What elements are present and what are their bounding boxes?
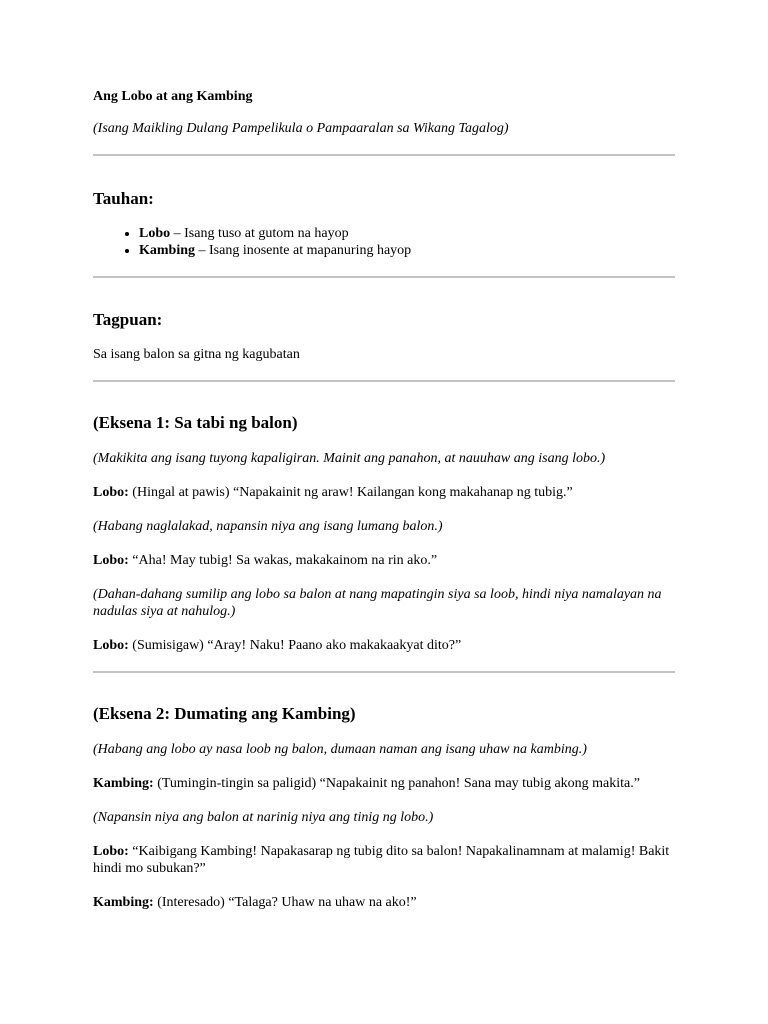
dialogue-line — [93, 484, 675, 501]
stage-direction: (Habang naglalakad, napansin niya ang isang lumang balon.) — [93, 519, 443, 534]
divider — [93, 671, 675, 673]
dialogue-text: (Interesado) “Talaga? Uhaw na uhaw na ako!” — [153, 895, 417, 910]
speaker-label: Lobo: — [93, 844, 129, 859]
list-item — [139, 225, 675, 242]
dialogue-text: (Hingal at pawis) “Napakainit ng araw! Kailangan kong makahanap ng tubig.” — [128, 485, 573, 500]
character-desc: – Isang tuso at gutom na hayop — [170, 226, 349, 241]
speaker-label: Kambing: — [93, 776, 154, 791]
speaker-label: Lobo: — [93, 485, 129, 500]
divider — [93, 154, 675, 156]
dialogue-line — [93, 552, 675, 569]
stage-direction: (Makikita ang isang tuyong kapaligiran. Mainit ang panahon, at nauuhaw ang isang lobo.) — [93, 451, 606, 466]
dialogue-text: “Aha! May tubig! Sa wakas, makakainom na rin ako.” — [128, 553, 438, 568]
document-subtitle: (Isang Maikling Dulang Pampelikula o Pampaaralan sa Wikang Tagalog) — [93, 121, 509, 136]
tagpuan-heading: Tagpuan: — [93, 310, 163, 329]
speaker-label: Kambing: — [93, 895, 154, 910]
character-name: Kambing — [139, 243, 196, 258]
dialogue-line — [93, 843, 675, 877]
stage-direction: (Napansin niya ang balon at narinig niya ang tinig ng lobo.) — [93, 810, 434, 825]
dialogue-text: (Sumisigaw) “Aray! Naku! Paano ako makakaakyat dito?” — [128, 638, 462, 653]
eksena2-heading: (Eksena 2: Dumating ang Kambing) — [93, 704, 356, 723]
dialogue-line — [93, 775, 675, 792]
document-title: Ang Lobo at ang Kambing — [93, 89, 253, 104]
divider — [93, 276, 675, 278]
dialogue-text: “Kaibigang Kambing! Napakasarap ng tubig dito sa balon! Napakalinamnam at malamig! Bakit hindi mo subukan?” — [93, 844, 670, 876]
list-item — [139, 242, 675, 259]
stage-direction: (Dahan-dahang sumilip ang lobo sa balon at nang mapatingin siya sa loob, hindi niya namalayan na nadulas siya at nahulog.) — [93, 587, 662, 619]
tauhan-list — [93, 225, 675, 259]
document-content — [93, 88, 675, 911]
divider — [93, 380, 675, 382]
dialogue-text: (Tumingin-tingin sa paligid) “Napakainit ng panahon! Sana may tubig akong makita.” — [153, 776, 640, 791]
tauhan-heading: Tauhan: — [93, 189, 154, 208]
speaker-label: Lobo: — [93, 638, 129, 653]
character-name: Lobo — [139, 226, 171, 241]
speaker-label: Lobo: — [93, 553, 129, 568]
stage-direction: (Habang ang lobo ay nasa loob ng balon, dumaan naman ang isang uhaw na kambing.) — [93, 742, 587, 757]
eksena1-heading: (Eksena 1: Sa tabi ng balon) — [93, 413, 298, 432]
dialogue-line — [93, 637, 675, 654]
tagpuan-text: Sa isang balon sa gitna ng kagubatan — [93, 347, 300, 362]
character-desc: – Isang inosente at mapanuring hayop — [195, 243, 412, 258]
dialogue-line — [93, 894, 675, 911]
